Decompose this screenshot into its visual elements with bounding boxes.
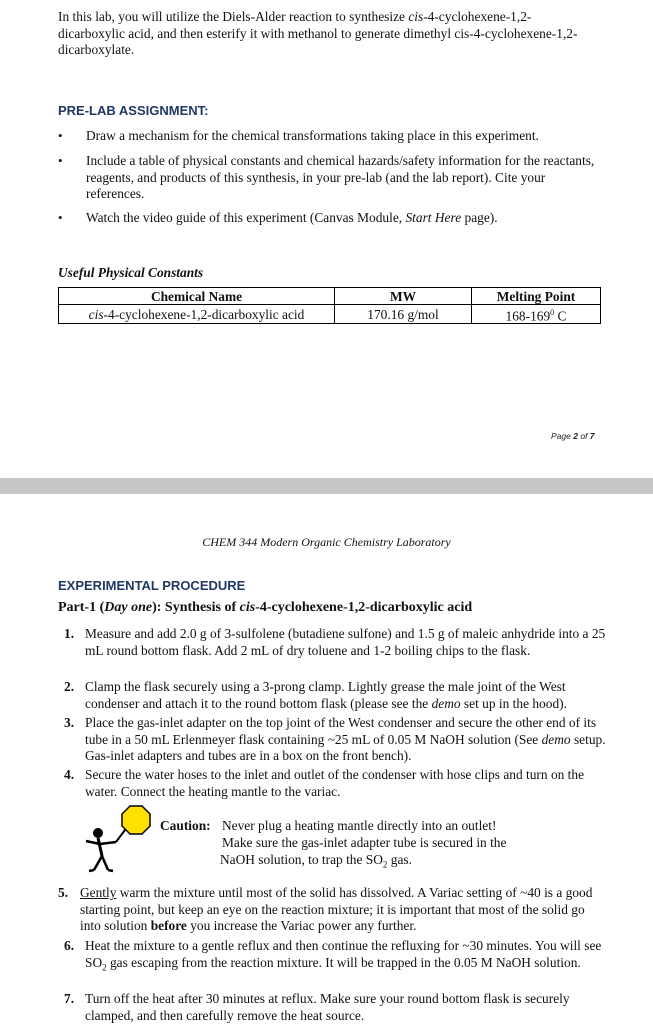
part-heading: Part-1 (Day one): Synthesis of cis-4-cyclohexene-1,2-dicarboxylic acid bbox=[58, 600, 473, 615]
page-number: Page 2 of 7 bbox=[551, 431, 595, 441]
intro-paragraph: In this lab, you will utilize the Diels-Alder reaction to synthesize cis-4-cyclohexene-1,2-dicarboxylic acid, and then esterify it with methanol to generate dimethyl cis-4-cyclohexene-1,2-dicarboxylate. bbox=[58, 9, 578, 57]
experimental-heading: EXPERIMENTAL PROCEDURE bbox=[58, 578, 246, 593]
bullet-icon: • bbox=[58, 210, 63, 225]
table-cell: cis-4-cyclohexene-1,2-dicarboxylic acid bbox=[59, 305, 335, 324]
stick-figure-icon bbox=[86, 828, 116, 871]
table-header: MW bbox=[335, 288, 472, 305]
stop-sign-icon bbox=[116, 806, 150, 842]
constants-table bbox=[58, 287, 601, 324]
table-header: Chemical Name bbox=[59, 288, 335, 305]
caution-figure-icon bbox=[80, 804, 160, 879]
table-cell: 170.16 g/mol bbox=[335, 305, 472, 324]
page-2: In this lab, you will utilize the Diels-Alder reaction to synthesize cis-4-cyclohexene-1,2-dicarboxylic acid, and then esterify it with methanol to generate dimethyl cis-4-cyclohexene-1,2-dicarboxylate. PRE-LAB ASSIGNMENT: • Draw a mechanism for the chemical transformations taking place in this experiment. • Include a table of physical constants and chemical hazards/safety information for the reactants, reagents, and products of this synthesis, in your pre-lab (and the lab report). Cite your references. • Watch the video guide of this experiment (Canvas Module, Start Here page). Useful Physical Constants Chemical Name MW Melting Point cis-4-cyclohexene-1,2-dicarboxylic acid 170.16 g/mol $168-169^0$ C Page 2 of 7 bbox=[0, 0, 653, 478]
table-cell: $168-169^0$ C bbox=[472, 305, 601, 324]
page-3: CHEM 344 Modern Organic Chemistry Laboratory EXPERIMENTAL PROCEDURE Part-1 (Day one): Synthesis of cis-4-cyclohexene-1,2-dicarboxylic acid 1. Measure and add 2.0 g of 3-sulfolene (butadiene sulfone) and 1.5 g of maleic anhydride into a 25 mL round bottom flask. Add 2 mL of dry toluene and 1-2 boiling chips to the flask. 2. Clamp the flask securely using a 3-prong clamp. Lightly grease the male joint of the West condenser and attach it to the round bottom flask (please see the demo set up in the hood). 3. Place the gas-inlet adapter on the top joint of the West condenser and secure the other end of its tube in a 50 mL Erlenmeyer flask containing ~25 mL of 0.05 M NaOH solution (See demo setup. Gas-inlet adapters and tubes are in a box on the front bench). 4. Secure the water hoses to the inlet and outlet of the condenser with hose clips and turn on the water. Connect the heating mantle to the variac. Caution: Never plug a heating mantle directly into an outlet! Make sure the gas-inlet adapter tube is secured in the NaOH solution, to trap the $SO_2$ gas. 5. Gently warm the mixture until most of the solid has dissolved. A Variac setting of ~40 is a good starting point, but keep an eye on the reaction mixture; it is important that most of the solid go into solution before you increase the Variac power any further. 6. Heat the mixture to a gentle reflux and then continue the refluxing for ~30 minutes. You will see $SO_2$ gas escaping from the reaction mixture. It will be trapped in the 0.05 M NaOH solution. 7. Turn off the heat after 30 minutes at reflux. Make sure your round bottom flask is securely clamped, and then carefully remove the heat source. bbox=[0, 494, 653, 1024]
constants-title: Useful Physical Constants bbox=[58, 265, 204, 280]
bullet-icon: • bbox=[58, 128, 63, 143]
table-header-row bbox=[59, 288, 601, 305]
course-header: CHEM 344 Modern Organic Chemistry Laboratory bbox=[202, 535, 451, 549]
table-header: Melting Point bbox=[472, 288, 601, 305]
prelab-heading: PRE-LAB ASSIGNMENT: bbox=[58, 103, 209, 118]
bullet-icon: • bbox=[58, 153, 63, 168]
caution-label: Caution: bbox=[160, 818, 211, 833]
page-separator bbox=[0, 478, 653, 494]
table-row bbox=[59, 305, 601, 324]
